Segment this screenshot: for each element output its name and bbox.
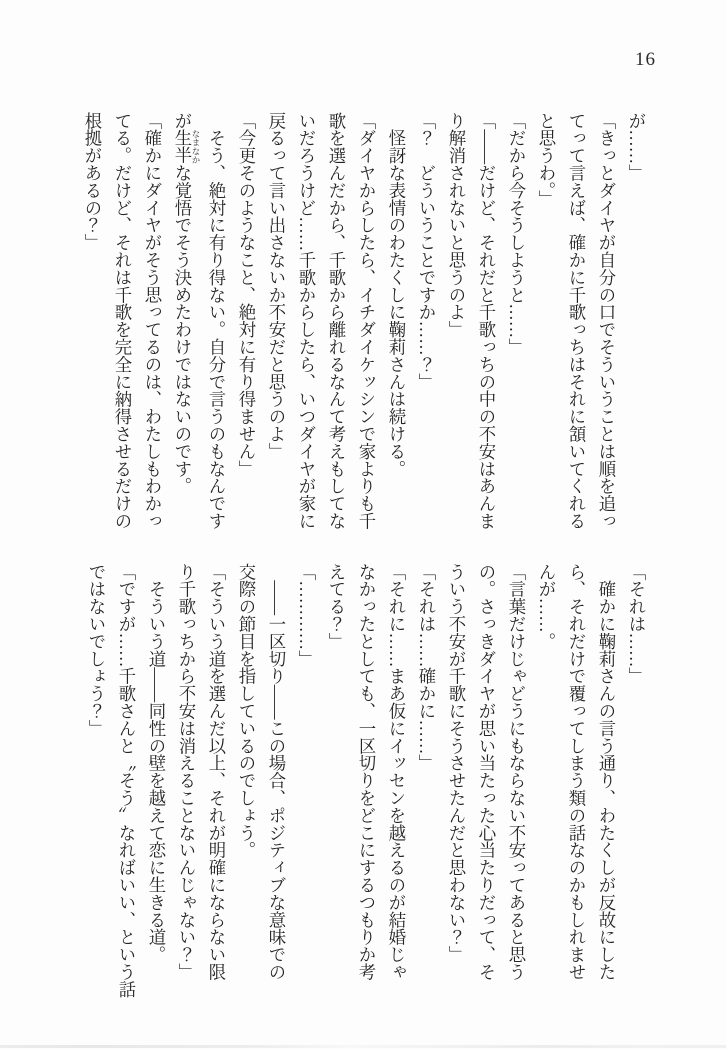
text-column: ら、それだけで覆ってしまう類の話なのかもしれませ xyxy=(566,563,586,981)
vertical-text-block-bottom xyxy=(81,563,651,1013)
text-column: そういう道――同性の壁を越えて恋に生きる道。 xyxy=(146,563,166,964)
text-column: り解消されないと思うのよ」 xyxy=(446,112,466,339)
text-column: 「…………」 xyxy=(296,563,316,668)
text-column: の。さっきダイヤが思い当たった心当たりだって、そ xyxy=(476,563,496,981)
text-column: ――一区切り――この場合、ポジティブな意味での xyxy=(266,563,286,981)
text-column: 「今更そのようなこと、絶対に有り得ません」 xyxy=(236,112,256,478)
text-column: 「だから今そうしようと……」 xyxy=(506,112,526,356)
text-column: 「それは……」 xyxy=(626,563,646,685)
text-column: ではないでしょう？」 xyxy=(86,563,106,737)
text-column: 「――だけど、それだと千歌っちの中の不安はあんま xyxy=(476,112,496,530)
text-column: 歌を選んだから、千歌から離れるなんて考えもしてな xyxy=(326,112,346,530)
text-column: 「確かにダイヤがそう思ってるのは、わたしもわかっ xyxy=(142,112,162,530)
text-column: り千歌っちから不安は消えることないんじゃない？」 xyxy=(176,563,196,981)
text-column: 「ですが……千歌さんと〝そう〟なればいい、という話 xyxy=(116,563,136,998)
text-column: 確かに鞠莉さんの言う通り、わたくしが反故にした xyxy=(596,563,616,981)
vertical-text-block-top xyxy=(77,112,651,562)
text-column: 交際の節目を指しているのでしょう。 xyxy=(236,563,256,859)
text-column: が……」 xyxy=(626,112,646,182)
text-column: 「？ どういうことですか……？」 xyxy=(416,112,436,391)
text-column: 「きっとダイヤが自分の口でそういうことは順を追っ xyxy=(596,112,616,530)
text-column: えてる？」 xyxy=(326,563,346,650)
page-number: 16 xyxy=(635,49,656,70)
text-column: 怪訝な表情のわたくしに鞠莉さんは続ける。 xyxy=(386,112,406,478)
scan-edge-artifact xyxy=(0,1045,726,1048)
text-column: てる。だけど、それは千歌を完全に納得させるだけの xyxy=(112,112,132,530)
text-column: 戻るって言い出さないか不安だと思うのよ」 xyxy=(266,112,286,460)
text-column: 「言葉だけじゃどうにもならない不安ってあると思う xyxy=(506,563,526,981)
text-column: と思うわ。」 xyxy=(536,112,556,208)
text-column: 「それに……まあ仮にイッセンを越えるのが結婚じゃ xyxy=(386,563,406,981)
text-column: そう、絶対に有り得ない。自分で言うのもなんです xyxy=(206,112,226,530)
text-column: んが……。 xyxy=(536,563,556,650)
ruby-annotated-word: 生半 なまなか xyxy=(172,129,201,165)
text-column: てって言えば、確かに千歌っちはそれに頷いてくれる xyxy=(566,112,586,530)
text-column: ういう不安が千歌にそうさせたんだと思わない？」 xyxy=(446,563,466,964)
text-column: 根拠があるの？」 xyxy=(82,112,102,252)
text-column: なかったとしても、一区切りをどこにするつもりか考 xyxy=(356,563,376,981)
text-column: が生半 なまなかな覚悟でそう決めたわけではないのです。 xyxy=(172,112,201,495)
text-column: 「それは……確かに……」 xyxy=(416,563,436,772)
text-column: いだろうけど……千歌からしたら、いつダイヤが家に xyxy=(296,112,316,530)
text-column: 「ダイヤからしたら、イチダイケッシンで家よりも千 xyxy=(356,112,376,530)
text-column: 「そういう道を選んだ以上、それが明確にならない限 xyxy=(206,563,226,981)
